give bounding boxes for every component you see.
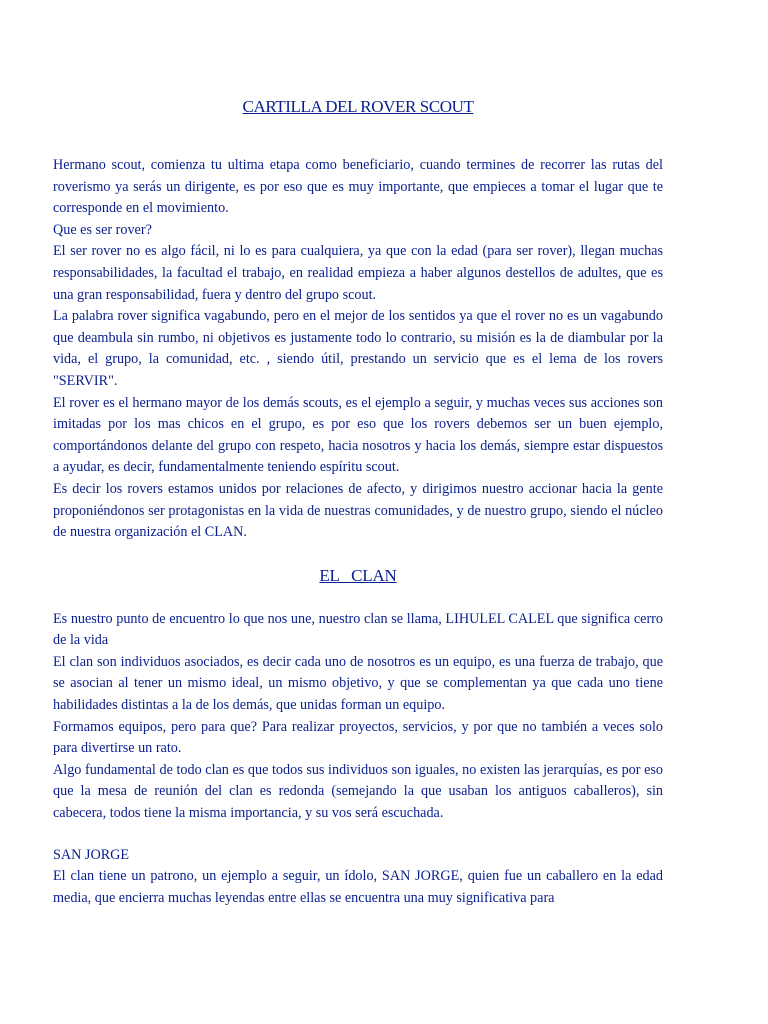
paragraph-clan-3: Formamos equipos, pero para que? Para realizar proyectos, servicios, y por que no también a veces solo para divertirse un rato. xyxy=(53,718,663,757)
section-title-clan: EL CLAN xyxy=(319,565,397,585)
subsection-title-san-jorge: SAN JORGE xyxy=(53,846,130,863)
spacer xyxy=(53,589,663,609)
paragraph-intro-2: El ser rover no es algo fácil, ni lo es para cualquiera, ya que con la edad (para ser rover), llegan muchas responsabilidades, la facultad el trabajo, en realidad empieza a haber algunos destellos de adultes, que es una gran responsabilidad, fuera y dentro del grupo scout. xyxy=(53,243,663,303)
document-page xyxy=(53,0,663,909)
spacer xyxy=(53,544,663,565)
paragraph-clan-1: Es nuestro punto de encuentro lo que nos une, nuestro clan se llama, LIHULEL CALEL que significa cerro de la vida xyxy=(53,610,663,649)
paragraph-intro-5: Es decir los rovers estamos unidos por relaciones de afecto, y dirigimos nuestro accionar hacia la gente proponiéndonos ser protagonistas en la vida de nuestras comunidades, y de nuestro grupo, siendo el núcleo de nuestra organización el CLAN. xyxy=(53,480,663,541)
spacer xyxy=(53,122,663,155)
paragraph-intro-1: Hermano scout, comienza tu ultima etapa como beneficiario, cuando termines de recorrer las rutas del roverismo ya serás un dirigente, es por eso que es muy importante, que empieces a tomar el lugar que te corresponde en el movimiento. xyxy=(53,157,663,217)
paragraph-san-jorge-1: El clan tiene un patrono, un ejemplo a seguir, un ídolo, SAN JORGE, quien fue un caballero en la edad media, que encierra muchas leyendas entre ellas se encuentra una muy significativa para xyxy=(53,868,663,906)
paragraph-intro-4: El rover es el hermano mayor de los demás scouts, es el ejemplo a seguir, y muchas veces sus acciones son imitadas por los mas chicos en el grupo, es por eso que los rovers debemos ser un buen ejemplo, comportándonos delante del grupo con respeto, hacia nosotros y hacia los demás, siempre estar dispuestos a ayudar, es decir, fundamentalmente teniendo espíritu scout. xyxy=(53,394,663,476)
paragraph-clan-4: Algo fundamental de todo clan es que todos sus individuos son iguales, no existen las jerarquías, es por eso que la mesa de reunión del clan es redonda (semejando la que usaban los antiguos caballeros), sin cabecera, todos tiene la misma importancia, y su vos será escuchada. xyxy=(53,761,663,822)
spacer xyxy=(53,825,663,845)
paragraph-clan-2: El clan son individuos asociados, es decir cada uno de nosotros es un equipo, es una fuerza de trabajo, que se asocian al tener un mismo ideal, un mismo objetivo, y que se complementan ya que cada uno tiene habilidades distintas a la de los demás, que unidas forman un equipo. xyxy=(53,653,663,714)
paragraph-intro-question: Que es ser rover? xyxy=(53,221,152,238)
document-title: CARTILLA DEL ROVER SCOUT xyxy=(242,97,474,116)
paragraph-intro-3: La palabra rover significa vagabundo, pero en el mejor de los sentidos ya que el rover no es un vagabundo que deambula sin rumbo, ni objetivos es justamente todo lo contrario, su misión es la de diambular por la vida, el grupo, la comunidad, etc. , siendo útil, prestando un servicio que es el lema de los rovers "SERVIR". xyxy=(53,308,663,389)
